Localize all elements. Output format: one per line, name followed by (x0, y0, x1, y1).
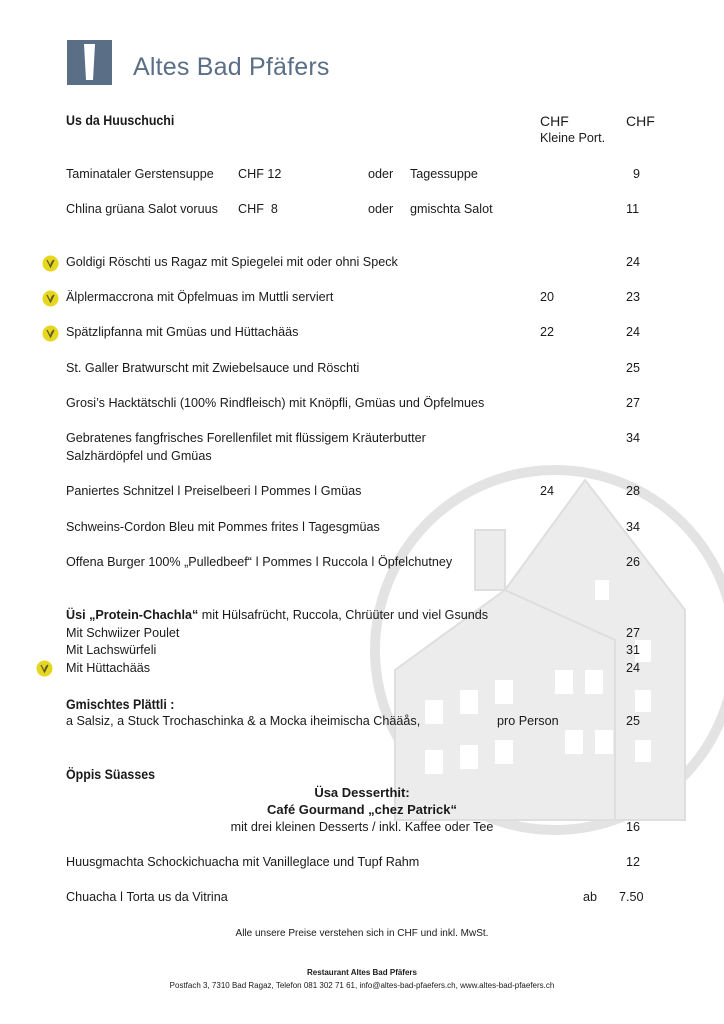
plattli-unit: pro Person (497, 714, 559, 728)
dish-price: 28 (626, 484, 641, 498)
dessert-item: Chuacha ǀ Torta us da Vitrina (66, 890, 228, 904)
protein-price: 27 (626, 626, 641, 640)
item-price: CHF 12 (238, 167, 282, 181)
plattli-price: 25 (626, 714, 641, 728)
dish-name-line2: Salzhärdöpfel und Gmüas (66, 449, 212, 463)
dish-name: Grosi’s Hacktätschli (100% Rindfleisch) mit Knöpfli, Gmüas und Öpfelmues (66, 396, 485, 410)
logo-mark-icon (67, 40, 112, 85)
dessert-highlight-price: 16 (626, 820, 641, 834)
plattli-title: Gmischtes Plättli : (66, 697, 175, 712)
dish-price: 26 (626, 555, 641, 569)
footer-restaurant: Restaurant Altes Bad Pfäfers (307, 968, 417, 977)
dish-name: Älplermaccrona mit Öpfelmuas im Muttli serviert (66, 290, 334, 304)
dish-name: Schweins-Cordon Bleu mit Pommes frites ǀ Tagesgmüas (66, 520, 380, 534)
col-header-small-sub: Kleine Port. (540, 131, 606, 145)
dessert-highlight-name: Café Gourmand „chez Patrick“ (267, 802, 457, 817)
vegetarian-leaf-icon (42, 255, 59, 272)
protein-price: 31 (626, 643, 641, 657)
item-name: Chlina grüana Salot voruus (66, 202, 218, 216)
protein-title-rest: mit Hülsafrücht, Ruccola, Chrüüter und viel Gsunds (198, 608, 489, 622)
dessert-item-prefix: ab (583, 890, 598, 904)
plattli-desc: a Salsiz, a Stuck Trochaschinka & a Mocka iheimischa Chääås, (66, 714, 421, 728)
item-alt-price: 9 (633, 167, 641, 181)
vegetarian-leaf-icon (36, 660, 53, 677)
protein-title (66, 608, 488, 622)
dessert-item-price: 7.50 (619, 890, 644, 904)
protein-price: 24 (626, 661, 641, 675)
dessert-item: Huusgmachta Schockichuacha mit Vanilleglace und Tupf Rahm (66, 855, 420, 869)
vegetarian-leaf-icon (42, 290, 59, 307)
dessert-subtitle: Üsa Desserthit: (314, 785, 410, 800)
dish-name: Goldigi Röschti us Ragaz mit Spiegelei mit oder ohni Speck (66, 255, 398, 269)
item-name: Taminataler Gerstensuppe (66, 167, 214, 181)
item-or: oder (368, 202, 394, 216)
dish-price: 27 (626, 396, 641, 410)
dish-name: Paniertes Schnitzel ǀ Preiselbeeri ǀ Pommes ǀ Gmüas (66, 484, 362, 498)
dish-price: 25 (626, 361, 641, 375)
dish-price: 23 (626, 290, 641, 304)
dish-price: 34 (626, 431, 641, 445)
dish-name: Offena Burger 100% „Pulledbeef“ ǀ Pommes ǀ Ruccola ǀ Öpfelchutney (66, 555, 453, 569)
footer-address: Postfach 3, 7310 Bad Ragaz, Telefon 081 302 71 61, info@altes-bad-pfaefers.ch, www.altes-bad-pfaefers.ch (169, 981, 555, 990)
dish-price: 24 (626, 255, 641, 269)
item-or: oder (368, 167, 394, 181)
dish-name: St. Galler Bratwurscht mit Zwiebelsauce und Röschti (66, 361, 360, 375)
dish-price: 34 (626, 520, 641, 534)
section-title: Us da Huuschuchi (66, 113, 175, 128)
col-header-small: CHF (540, 113, 569, 129)
vegetarian-leaf-icon (42, 325, 59, 342)
dessert-highlight-desc: mit drei kleinen Desserts / inkl. Kaffee oder Tee (230, 820, 494, 834)
dish-price: 24 (626, 325, 641, 339)
protein-item: Mit Lachswürfeli (66, 643, 157, 657)
brand-name: Altes Bad Pfäfers (133, 53, 330, 81)
dessert-title: Öppis Süasses (66, 767, 156, 782)
dish-name: Gebratenes fangfrisches Forellenfilet mit flüssigem Kräuterbutter (66, 431, 426, 445)
item-alt: Tagessuppe (410, 167, 478, 181)
protein-item: Mit Schwiizer Poulet (66, 626, 180, 640)
dish-price-small: 22 (540, 325, 555, 339)
dish-price-small: 24 (540, 484, 555, 498)
dish-name: Spätzlipfanna mit Gmüas und Hüttachääs (66, 325, 299, 339)
price-note: Alle unsere Preise verstehen sich in CHF und inkl. MwSt. (235, 928, 489, 939)
item-price: CHF 8 (238, 202, 278, 216)
protein-title-bold: Üsi „Protein-Chachla“ (66, 608, 199, 622)
protein-item: Mit Hüttachääs (66, 661, 150, 675)
item-alt-price: 11 (626, 202, 640, 216)
item-alt: gmischta Salot (410, 202, 493, 216)
dessert-item-price: 12 (626, 855, 641, 869)
col-header-regular: CHF (626, 113, 655, 129)
dish-price-small: 20 (540, 290, 555, 304)
